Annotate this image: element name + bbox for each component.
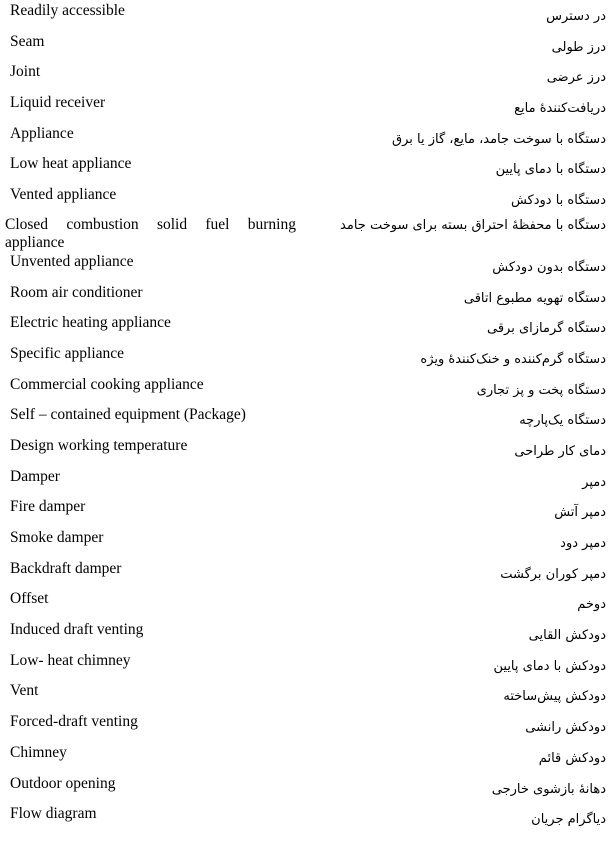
english-term: Vent <box>10 682 39 700</box>
english-term: Readily accessible <box>10 2 125 19</box>
persian-term: در دسترس <box>546 9 606 24</box>
persian-term: دستگاه گرمازای برقی <box>486 321 606 337</box>
english-term-line1: Closed combustion solid fuel burning <box>5 215 296 233</box>
persian-term: درز طولی <box>551 39 606 55</box>
glossary-entry <box>0 650 616 681</box>
english-term: Backdraft damper <box>10 559 122 577</box>
english-term <box>5 215 296 252</box>
glossary-entry <box>0 282 616 313</box>
glossary-entry <box>0 742 616 773</box>
english-term: Damper <box>10 467 60 485</box>
persian-term: دستگاه با سوخت جامد، مایع، گاز یا برق <box>392 131 606 147</box>
glossary-entry <box>0 619 616 650</box>
persian-term: دمپر <box>582 474 606 490</box>
english-term: Offset <box>10 590 49 608</box>
persian-term: دستگاه بدون دودکش <box>492 259 606 275</box>
glossary-entry <box>0 803 616 834</box>
english-term: Low- heat chimney <box>10 651 131 669</box>
glossary-entry <box>0 153 616 184</box>
glossary-entry <box>0 711 616 742</box>
english-term: Self – contained equipment (Package) <box>10 406 246 424</box>
glossary-entry <box>0 343 616 374</box>
persian-term: دودکش پیش‌ساخته <box>503 689 606 705</box>
glossary-entry <box>0 496 616 527</box>
english-term: Room air conditioner <box>10 283 143 301</box>
persian-term: دستگاه با محفظۀ احتراق بسته برای سوخت جامد <box>340 217 606 233</box>
persian-term: دوخم <box>577 597 606 613</box>
english-term: Electric heating appliance <box>10 314 171 332</box>
glossary-entry <box>0 435 616 466</box>
english-term: Vented appliance <box>10 186 117 204</box>
glossary-entry <box>0 558 616 589</box>
english-term: Chimney <box>10 743 67 761</box>
english-term: Specific appliance <box>10 344 125 362</box>
english-term: Design working temperature <box>10 436 188 454</box>
english-term: Forced-draft venting <box>10 713 138 731</box>
persian-term: دمپر دود <box>560 536 606 551</box>
glossary-entry <box>0 0 616 31</box>
persian-term: دمای کار طراحی <box>514 443 606 459</box>
persian-term: دودکش رانشی <box>525 720 606 736</box>
persian-term: دمپر آتش <box>554 505 606 521</box>
persian-term: دهانۀ بازشوی خارجی <box>491 781 606 797</box>
persian-term: دودکش القایی <box>528 628 606 644</box>
persian-term: دیاگرام جریان <box>531 812 606 828</box>
glossary-entry <box>0 680 616 711</box>
english-term-line2: appliance <box>5 233 65 251</box>
english-term: Joint <box>10 63 41 81</box>
glossary-entry <box>0 374 616 405</box>
glossary-entry <box>0 773 616 804</box>
english-term: Unvented appliance <box>10 252 134 270</box>
english-term: Induced draft venting <box>10 621 144 639</box>
glossary-entry <box>0 215 616 251</box>
english-term: Low heat appliance <box>10 155 132 173</box>
glossary-entry <box>0 31 616 62</box>
glossary-entry <box>0 92 616 123</box>
english-term: Flow diagram <box>10 805 97 823</box>
english-term: Outdoor opening <box>10 774 116 792</box>
english-term: Liquid receiver <box>10 94 106 112</box>
persian-term: دودکش با دمای پایین <box>493 658 606 674</box>
persian-term: دودکش قائم <box>538 750 606 766</box>
english-term: Smoke damper <box>10 529 104 546</box>
english-term: Seam <box>10 32 45 50</box>
glossary-entry <box>0 184 616 215</box>
glossary-entry <box>0 312 616 343</box>
persian-term: درز عرضی <box>546 70 606 86</box>
persian-term: دستگاه با دودکش <box>510 193 606 209</box>
english-term: Appliance <box>10 124 74 142</box>
glossary-entry <box>0 404 616 435</box>
english-term: Commercial cooking appliance <box>10 375 204 393</box>
persian-term: دستگاه پخت و پز تجاری <box>476 382 606 398</box>
persian-term: دستگاه گرم‌کننده و خنک‌کنندۀ ویژه <box>420 351 606 367</box>
english-term: Fire damper <box>10 498 86 516</box>
glossary-entry <box>0 588 616 619</box>
persian-term: دستگاه با دمای پایین <box>495 162 606 178</box>
glossary-entry <box>0 123 616 154</box>
persian-term: دریافت‌کنندۀ مایع <box>514 101 606 117</box>
glossary-entry <box>0 527 616 558</box>
glossary-entry <box>0 251 616 282</box>
persian-term: دستگاه یک‌پارچه <box>519 413 606 429</box>
glossary-entry <box>0 466 616 497</box>
glossary-entry <box>0 61 616 92</box>
persian-term: دستگاه تهویه مطبوع اتاقی <box>463 290 606 306</box>
persian-term: دمپر کوران برگشت <box>500 566 606 582</box>
